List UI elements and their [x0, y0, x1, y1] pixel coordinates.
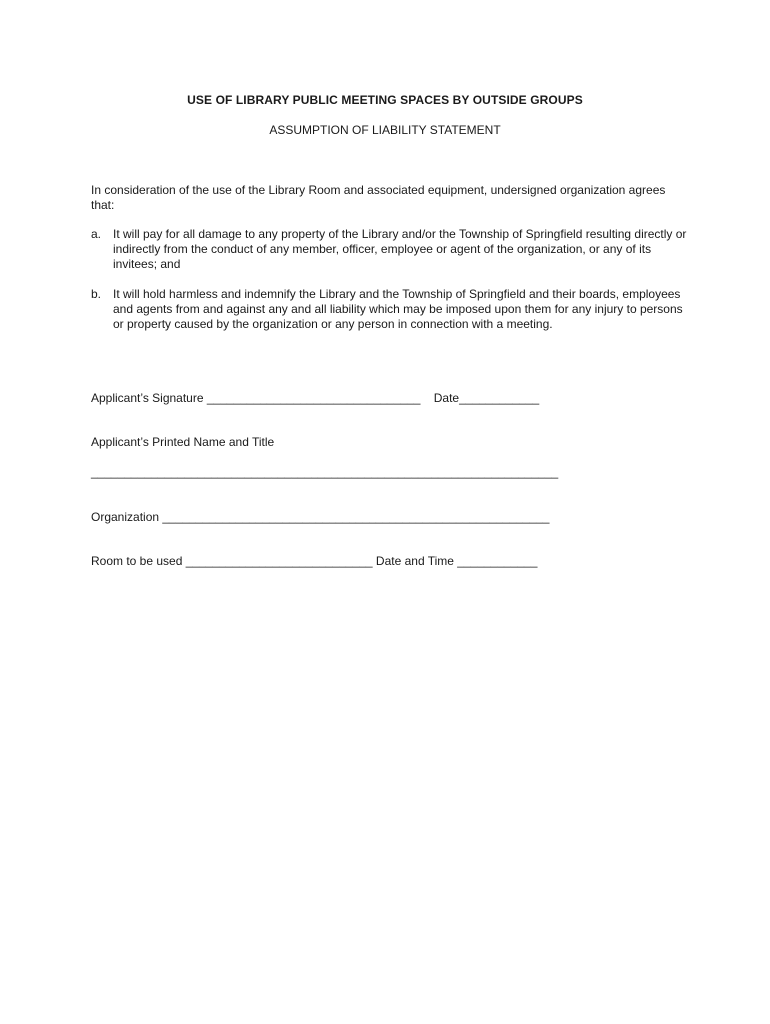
document-title: USE OF LIBRARY PUBLIC MEETING SPACES BY OUTSIDE GROUPS [187, 93, 583, 107]
clause-marker: b. [91, 287, 102, 301]
clause-text: It will pay for all damage to any property of the Library and/or the Township of Springfield resulting directly or indirectly from the conduct of any member, officer, employee or agent of the organization, or any of its invitees; and [113, 227, 687, 271]
clause-text: It will hold harmless and indemnify the Library and the Township of Springfield and their boards, employees and agents from and against any and all liability which may be imposed upon them for any injury to persons or property caused by the organization or any person in connection with a meeting. [113, 287, 683, 331]
intro-paragraph: In consideration of the use of the Library Room and associated equipment, undersigned organization agrees that: [91, 183, 666, 212]
clause-marker: a. [91, 227, 102, 241]
signature-date-field[interactable]: Applicant’s Signature ________________________________ Date____________ [91, 391, 540, 405]
printed-name-label: Applicant’s Printed Name and Title [91, 435, 275, 449]
printed-name-field[interactable]: ______________________________________________________________________ [91, 465, 559, 479]
room-date-time-field[interactable]: Room to be used ____________________________ Date and Time ____________ [91, 554, 538, 568]
organization-field[interactable]: Organization __________________________________________________________ [91, 510, 550, 524]
document-subtitle: ASSUMPTION OF LIABILITY STATEMENT [269, 123, 501, 137]
